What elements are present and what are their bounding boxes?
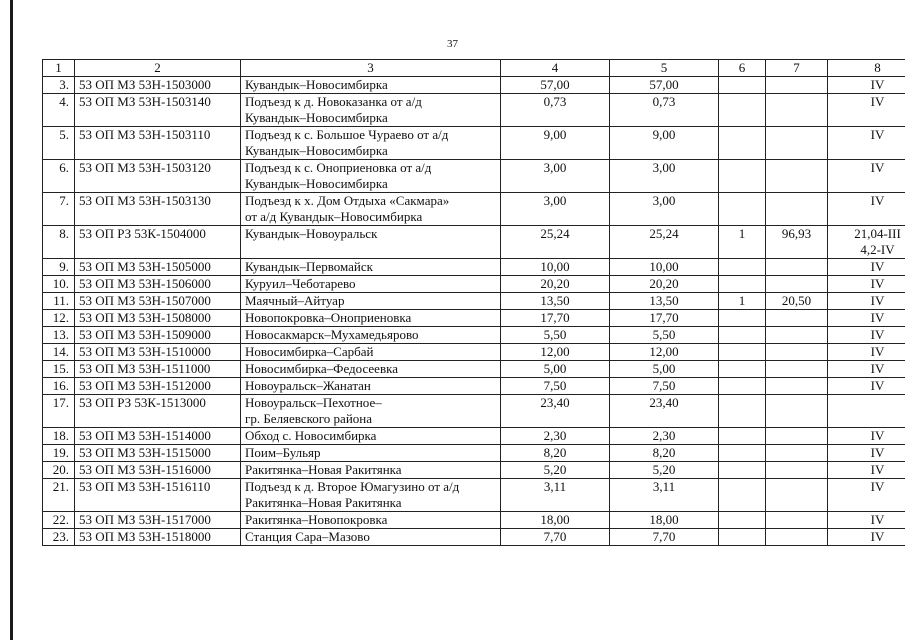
bridge-count-cell <box>719 94 766 127</box>
length-total-cell: 3,00 <box>501 193 610 226</box>
road-name-cell: Кувандык–Новоуральск <box>241 226 501 259</box>
table-row <box>43 293 905 310</box>
length-total-cell: 17,70 <box>501 310 610 327</box>
road-id-cell: 53 ОП МЗ 53Н-1518000 <box>75 529 241 546</box>
row-number-cell: 11. <box>43 293 75 310</box>
row-number-cell: 22. <box>43 512 75 529</box>
table-row <box>43 127 905 160</box>
road-category-cell: 21,04-III 4,2-IV <box>828 226 905 259</box>
road-name-cell: Подъезд к с. Оноприеновка от а/д Кувандык–Новосимбирка <box>241 160 501 193</box>
row-number-cell: 18. <box>43 428 75 445</box>
road-name-cell: Кувандык–Новосимбирка <box>241 77 501 94</box>
road-id-cell: 53 ОП МЗ 53Н-1512000 <box>75 378 241 395</box>
road-category-cell: IV <box>828 276 905 293</box>
bridge-count-cell <box>719 462 766 479</box>
bridge-length-cell <box>766 276 828 293</box>
row-number-cell: 20. <box>43 462 75 479</box>
road-id-cell: 53 ОП МЗ 53Н-1503000 <box>75 77 241 94</box>
length-regional-cell: 7,70 <box>610 529 719 546</box>
road-id-cell: 53 ОП МЗ 53Н-1506000 <box>75 276 241 293</box>
row-number-cell: 6. <box>43 160 75 193</box>
col-header-1: 1 <box>43 60 75 77</box>
bridge-length-cell <box>766 127 828 160</box>
road-id-cell: 53 ОП МЗ 53Н-1514000 <box>75 428 241 445</box>
length-total-cell: 10,00 <box>501 259 610 276</box>
road-id-cell: 53 ОП МЗ 53Н-1503120 <box>75 160 241 193</box>
bridge-count-cell <box>719 193 766 226</box>
table-row <box>43 193 905 226</box>
bridge-length-cell <box>766 512 828 529</box>
road-category-cell: IV <box>828 310 905 327</box>
bridge-count-cell: 1 <box>719 226 766 259</box>
bridge-length-cell <box>766 77 828 94</box>
table-row <box>43 428 905 445</box>
length-regional-cell: 5,50 <box>610 327 719 344</box>
road-name-cell: Новоуральск–Пехотное– гр. Беляевского района <box>241 395 501 428</box>
bridge-length-cell <box>766 193 828 226</box>
table-row <box>43 395 905 428</box>
length-total-cell: 7,50 <box>501 378 610 395</box>
bridge-length-cell <box>766 327 828 344</box>
bridge-length-cell: 96,93 <box>766 226 828 259</box>
bridge-count-cell <box>719 276 766 293</box>
road-name-cell: Поим–Бульяр <box>241 445 501 462</box>
length-total-cell: 5,50 <box>501 327 610 344</box>
bridge-length-cell <box>766 94 828 127</box>
table-row <box>43 462 905 479</box>
bridge-count-cell <box>719 428 766 445</box>
length-total-cell: 18,00 <box>501 512 610 529</box>
length-regional-cell: 13,50 <box>610 293 719 310</box>
row-number-cell: 10. <box>43 276 75 293</box>
road-category-cell: IV <box>828 160 905 193</box>
road-category-cell: IV <box>828 293 905 310</box>
row-number-cell: 3. <box>43 77 75 94</box>
bridge-count-cell <box>719 378 766 395</box>
length-regional-cell: 3,11 <box>610 479 719 512</box>
row-number-cell: 4. <box>43 94 75 127</box>
length-regional-cell: 18,00 <box>610 512 719 529</box>
bridge-length-cell <box>766 310 828 327</box>
col-header-3: 3 <box>241 60 501 77</box>
table-row <box>43 226 905 259</box>
road-id-cell: 53 ОП МЗ 53Н-1516110 <box>75 479 241 512</box>
length-total-cell: 20,20 <box>501 276 610 293</box>
road-category-cell: IV <box>828 445 905 462</box>
length-regional-cell: 5,20 <box>610 462 719 479</box>
road-id-cell: 53 ОП МЗ 53Н-1508000 <box>75 310 241 327</box>
row-number-cell: 9. <box>43 259 75 276</box>
length-total-cell: 5,20 <box>501 462 610 479</box>
bridge-count-cell <box>719 445 766 462</box>
road-id-cell: 53 ОП МЗ 53Н-1510000 <box>75 344 241 361</box>
col-header-7: 7 <box>766 60 828 77</box>
road-name-cell: Станция Сара–Мазово <box>241 529 501 546</box>
row-number-cell: 8. <box>43 226 75 259</box>
row-number-cell: 16. <box>43 378 75 395</box>
road-category-cell: IV <box>828 462 905 479</box>
row-number-cell: 12. <box>43 310 75 327</box>
bridge-length-cell <box>766 428 828 445</box>
table-row <box>43 344 905 361</box>
road-id-cell: 53 ОП РЗ 53К-1504000 <box>75 226 241 259</box>
bridge-length-cell <box>766 445 828 462</box>
bridge-length-cell <box>766 259 828 276</box>
road-category-cell: IV <box>828 94 905 127</box>
length-regional-cell: 57,00 <box>610 77 719 94</box>
length-total-cell: 7,70 <box>501 529 610 546</box>
road-name-cell: Новосимбирка–Федосеевка <box>241 361 501 378</box>
road-id-cell: 53 ОП МЗ 53Н-1517000 <box>75 512 241 529</box>
road-name-cell: Подъезд к д. Новоказанка от а/д Кувандык–Новосимбирка <box>241 94 501 127</box>
length-total-cell: 3,11 <box>501 479 610 512</box>
page-number: 37 <box>447 38 458 50</box>
length-total-cell: 57,00 <box>501 77 610 94</box>
road-name-cell: Новопокровка–Оноприеновка <box>241 310 501 327</box>
table-row <box>43 94 905 127</box>
length-total-cell: 23,40 <box>501 395 610 428</box>
road-name-cell: Ракитянка–Новопокровка <box>241 512 501 529</box>
road-category-cell: IV <box>828 327 905 344</box>
length-regional-cell: 9,00 <box>610 127 719 160</box>
bridge-length-cell <box>766 361 828 378</box>
row-number-cell: 14. <box>43 344 75 361</box>
length-regional-cell: 3,00 <box>610 160 719 193</box>
row-number-cell: 23. <box>43 529 75 546</box>
bridge-count-cell <box>719 344 766 361</box>
col-header-4: 4 <box>501 60 610 77</box>
road-name-cell: Подъезд к х. Дом Отдыха «Сакмара» от а/д Кувандык–Новосимбирка <box>241 193 501 226</box>
length-total-cell: 5,00 <box>501 361 610 378</box>
bridge-length-cell <box>766 395 828 428</box>
table-row <box>43 361 905 378</box>
bridge-count-cell <box>719 310 766 327</box>
road-name-cell: Куруил–Чеботарево <box>241 276 501 293</box>
length-regional-cell: 0,73 <box>610 94 719 127</box>
bridge-count-cell <box>719 327 766 344</box>
table-row <box>43 479 905 512</box>
length-regional-cell: 8,20 <box>610 445 719 462</box>
bridge-length-cell <box>766 529 828 546</box>
road-category-cell: IV <box>828 479 905 512</box>
bridge-length-cell <box>766 462 828 479</box>
road-name-cell: Обход с. Новосимбирка <box>241 428 501 445</box>
road-id-cell: 53 ОП МЗ 53Н-1509000 <box>75 327 241 344</box>
col-header-2: 2 <box>75 60 241 77</box>
row-number-cell: 13. <box>43 327 75 344</box>
row-number-cell: 7. <box>43 193 75 226</box>
table-row <box>43 512 905 529</box>
road-name-cell: Подъезд к с. Большое Чураево от а/д Кувандык–Новосимбирка <box>241 127 501 160</box>
bridge-length-cell <box>766 344 828 361</box>
road-category-cell: IV <box>828 428 905 445</box>
bridge-count-cell <box>719 395 766 428</box>
bridge-count-cell: 1 <box>719 293 766 310</box>
table-row <box>43 529 905 546</box>
length-total-cell: 2,30 <box>501 428 610 445</box>
bridge-count-cell <box>719 479 766 512</box>
bridge-count-cell <box>719 361 766 378</box>
col-header-6: 6 <box>719 60 766 77</box>
length-regional-cell: 10,00 <box>610 259 719 276</box>
road-name-cell: Ракитянка–Новая Ракитянка <box>241 462 501 479</box>
length-regional-cell: 20,20 <box>610 276 719 293</box>
length-total-cell: 13,50 <box>501 293 610 310</box>
road-category-cell: IV <box>828 77 905 94</box>
road-id-cell: 53 ОП МЗ 53Н-1503130 <box>75 193 241 226</box>
length-total-cell: 8,20 <box>501 445 610 462</box>
bridge-count-cell <box>719 127 766 160</box>
bridge-length-cell <box>766 160 828 193</box>
road-category-cell: IV <box>828 193 905 226</box>
bridge-count-cell <box>719 512 766 529</box>
bridge-length-cell <box>766 378 828 395</box>
length-regional-cell: 3,00 <box>610 193 719 226</box>
road-name-cell: Кувандык–Первомайск <box>241 259 501 276</box>
bridge-length-cell: 20,50 <box>766 293 828 310</box>
length-total-cell: 0,73 <box>501 94 610 127</box>
length-total-cell: 25,24 <box>501 226 610 259</box>
length-regional-cell: 25,24 <box>610 226 719 259</box>
row-number-cell: 17. <box>43 395 75 428</box>
road-id-cell: 53 ОП МЗ 53Н-1516000 <box>75 462 241 479</box>
table-row <box>43 259 905 276</box>
road-category-cell: IV <box>828 344 905 361</box>
length-regional-cell: 17,70 <box>610 310 719 327</box>
road-category-cell: IV <box>828 127 905 160</box>
road-name-cell: Новосимбирка–Сарбай <box>241 344 501 361</box>
length-regional-cell: 12,00 <box>610 344 719 361</box>
bridge-count-cell <box>719 259 766 276</box>
length-regional-cell: 23,40 <box>610 395 719 428</box>
length-total-cell: 9,00 <box>501 127 610 160</box>
road-id-cell: 53 ОП МЗ 53Н-1511000 <box>75 361 241 378</box>
road-name-cell: Новоуральск–Жанатан <box>241 378 501 395</box>
length-regional-cell: 7,50 <box>610 378 719 395</box>
col-header-8: 8 <box>828 60 905 77</box>
road-category-cell: IV <box>828 378 905 395</box>
binding-edge-line <box>10 0 13 640</box>
road-name-cell: Подъезд к д. Второе Юмагузино от а/д Ракитянка–Новая Ракитянка <box>241 479 501 512</box>
col-header-5: 5 <box>610 60 719 77</box>
length-total-cell: 12,00 <box>501 344 610 361</box>
road-category-cell: IV <box>828 529 905 546</box>
length-regional-cell: 2,30 <box>610 428 719 445</box>
road-id-cell: 53 ОП МЗ 53Н-1507000 <box>75 293 241 310</box>
table-row <box>43 310 905 327</box>
bridge-count-cell <box>719 77 766 94</box>
road-name-cell: Маячный–Айтуар <box>241 293 501 310</box>
road-id-cell: 53 ОП МЗ 53Н-1503110 <box>75 127 241 160</box>
road-category-cell: IV <box>828 512 905 529</box>
table-row <box>43 327 905 344</box>
length-regional-cell: 5,00 <box>610 361 719 378</box>
length-total-cell: 3,00 <box>501 160 610 193</box>
road-id-cell: 53 ОП РЗ 53К-1513000 <box>75 395 241 428</box>
row-number-cell: 19. <box>43 445 75 462</box>
table-row <box>43 445 905 462</box>
table-row <box>43 378 905 395</box>
table-row <box>43 276 905 293</box>
bridge-length-cell <box>766 479 828 512</box>
roads-table <box>42 59 905 546</box>
bridge-count-cell <box>719 160 766 193</box>
road-category-cell <box>828 395 905 428</box>
road-name-cell: Новосакмарск–Мухамедьярово <box>241 327 501 344</box>
table-row <box>43 160 905 193</box>
road-id-cell: 53 ОП МЗ 53Н-1503140 <box>75 94 241 127</box>
row-number-cell: 5. <box>43 127 75 160</box>
row-number-cell: 21. <box>43 479 75 512</box>
road-category-cell: IV <box>828 259 905 276</box>
row-number-cell: 15. <box>43 361 75 378</box>
table-row <box>43 77 905 94</box>
bridge-count-cell <box>719 529 766 546</box>
road-id-cell: 53 ОП МЗ 53Н-1505000 <box>75 259 241 276</box>
road-id-cell: 53 ОП МЗ 53Н-1515000 <box>75 445 241 462</box>
table-body <box>43 77 905 546</box>
header-row <box>43 60 905 77</box>
road-category-cell: IV <box>828 361 905 378</box>
